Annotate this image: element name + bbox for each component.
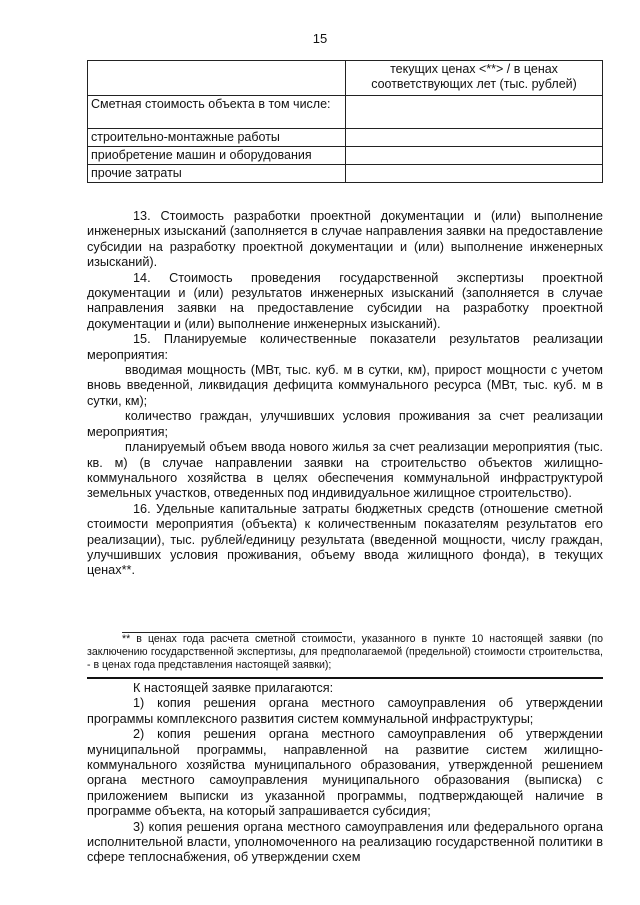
paragraph-15-capacity: вводимая мощность (МВт, тыс. куб. м в сутки, км), прирост мощности с учетом вновь введенной, ликвидация дефицита коммунального ресурса (МВт, тыс. куб. м в сутки, км); <box>87 363 603 408</box>
table-cell <box>346 129 603 147</box>
page-number: 15 <box>312 31 328 46</box>
table-row <box>88 129 603 147</box>
footnote <box>87 633 603 672</box>
table-row-label: строительно-монтажные работы <box>88 129 346 147</box>
table-row <box>88 96 603 129</box>
table-row-label: прочие затраты <box>88 165 346 183</box>
table-row <box>88 147 603 165</box>
cost-table <box>87 60 603 183</box>
paragraph-13: 13. Стоимость разработки проектной документации и (или) выполнение инженерных изысканий (заполняется в случае направления заявки на предоставление субсидии на разработку проектной документации и (или) выполнение инженерных изысканий). <box>87 209 603 270</box>
table-row-label: Сметная стоимость объекта в том числе: <box>88 96 346 129</box>
paragraph-14: 14. Стоимость проведения государственной экспертизы проектной документации и (или) результатов инженерных изысканий (заполняется в случае направления заявки на предоставление субсидии на разработку проектной документации и (или) выполнение инженерных изысканий). <box>87 270 603 331</box>
paragraph-15-citizens: количество граждан, улучшивших условия проживания за счет реализации мероприятия; <box>87 409 603 439</box>
footnote-text: ** в ценах года расчета сметной стоимости, указанного в пункте 10 настоящей заявки (по заключению государственной экспертизы, для предполагаемой (предельной) стоимости строительства, - в ценах года представления настоящей заявки); <box>87 633 603 671</box>
table-cell <box>346 96 603 129</box>
section-divider <box>87 677 603 679</box>
paragraph-15-housing: планируемый объем ввода нового жилья за счет реализации мероприятия (тыс. кв. м) (в случае направлении заявки на строительство объектов жилищно-коммунального хозяйства в целях обеспечения коммунальной инфраструктурой земельных участков, отведенных под индивидуальное жилищное строительство). <box>87 440 603 501</box>
table-header-right: текущих ценах <**> / в ценах соответствующих лет (тыс. рублей) <box>346 61 603 96</box>
table-cell <box>346 147 603 165</box>
table-row-label: приобретение машин и оборудования <box>88 147 346 165</box>
attachments-list <box>87 681 603 866</box>
table-row <box>88 61 603 96</box>
paragraph-15: 15. Планируемые количественные показатели результатов реализации мероприятия: <box>87 332 603 362</box>
body-text <box>87 209 603 579</box>
table-cell <box>88 61 346 96</box>
attachments-intro: К настоящей заявке прилагаются: <box>133 681 334 695</box>
attachment-item-1: 1) копия решения органа местного самоуправления об утверждении программы комплексного развития систем коммунальной инфраструктуры; <box>87 696 603 726</box>
attachment-item-2: 2) копия решения органа местного самоуправления об утверждении муниципальной программы, направленной на развитие систем жилищно-коммунального хозяйства муниципального образования, утвержденной решением органа местного самоуправления муниципального образования (выписка) с приложением выписки из указанной программы, подтверждающей наличие в программе объекта, на который запрашивается субсидия; <box>87 727 603 819</box>
paragraph-16: 16. Удельные капитальные затраты бюджетных средств (отношение сметной стоимости мероприятия (объекта) к количественным показателям результатов его реализации), тыс. рублей/единицу результата (введенной мощности, числу граждан, улучшивших условия проживания, объему ввода жилищного фонда), в текущих ценах**. <box>87 501 603 578</box>
table-cell <box>346 165 603 183</box>
table-row <box>88 165 603 183</box>
attachment-item-3: 3) копия решения органа местного самоуправления или федерального органа исполнительной власти, уполномоченного на реализацию государственной политики в сфере теплоснабжения, об утверждении схем <box>87 819 603 865</box>
